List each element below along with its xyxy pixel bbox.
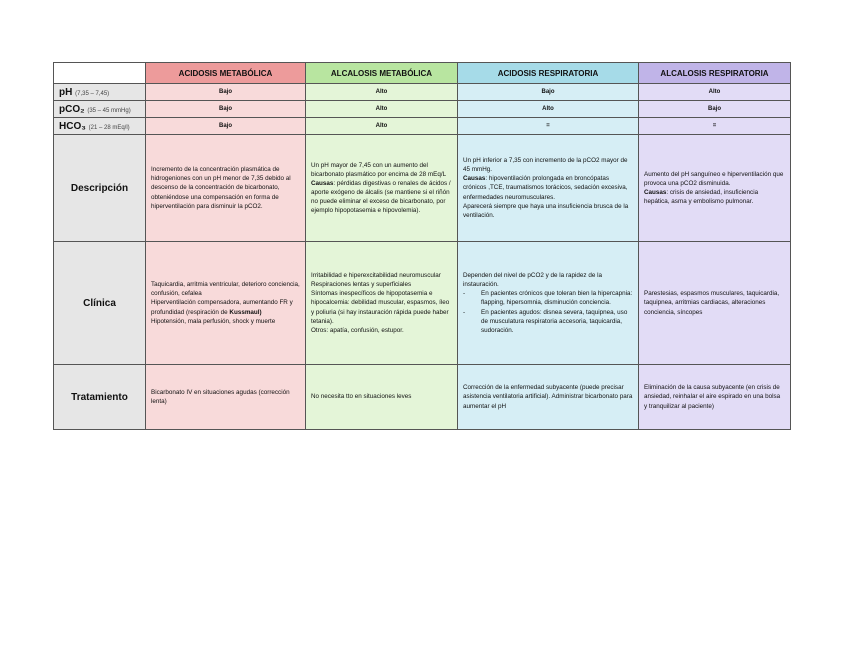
row-descripcion — [54, 135, 791, 242]
header-acidosis-respiratoria: ACIDOSIS RESPIRATORIA — [458, 63, 639, 84]
row-tratamiento — [54, 365, 791, 430]
header-acidosis-metabolica: ACIDOSIS METABÓLICA — [146, 63, 306, 84]
pco2-range: (35 – 45 mmHg) — [87, 107, 131, 114]
bullet-dash: - — [463, 290, 466, 298]
pco2-label: pCO₂ — [59, 103, 85, 115]
descripcion-am-text: Incremento de la concentración plasmática de hidrogeniones con un pH menor de 7,35 debido al descenso de la concentración de bicarbonato, obteniéndose una compensación en forma de hiperventilación para disminuir la pCO2. — [151, 166, 291, 210]
tratamiento-acidosis-metabolica — [146, 365, 306, 430]
clinica-ar-item-1: En pacientes crónicos que toleran bien la hipercapnia: flapping, hipersomnia, disminución conciencia. — [481, 290, 633, 307]
ph-acidosis-metabolica: Bajo — [146, 84, 306, 101]
clinica-am-line-2: Hiperventilación compensadora, aumentando FR y profundidad (respiración de — [151, 299, 293, 316]
header-alcalosis-metabolica: ALCALOSIS METABÓLICA — [306, 63, 458, 84]
acid-base-table — [53, 62, 791, 430]
row-clinica — [54, 242, 791, 365]
clinica-alcalosis-respiratoria — [639, 242, 791, 365]
row-label-hco3 — [54, 118, 146, 135]
ph-acidosis-respiratoria: Bajo — [458, 84, 639, 101]
descripcion-ar-causas-text: : hipoventilación prolongada en broncópatas crónicos ,TCE, traumatismos torácicos, sedación excesiva, enfermedades neuromusculares. — [463, 175, 628, 201]
hco3-acidosis-metabolica: Bajo — [146, 118, 306, 135]
hco3-alcalosis-respiratoria: = — [639, 118, 791, 135]
clinica-am-kussmaul: Kussmaul) — [229, 308, 262, 316]
ph-label: pH — [59, 86, 73, 98]
tratamiento-acidosis-respiratoria — [458, 365, 639, 430]
clinica-alm-line-4: Otros: apatía, confusión, estupor. — [311, 326, 404, 334]
pco2-acidosis-metabolica: Bajo — [146, 101, 306, 118]
ph-range: (7,35 – 7,45) — [75, 90, 110, 97]
clinica-alr-text: Parestesias, espasmos musculares, taquicardia, taquipnea, arritmias cardiacas, alteraciones conciencia, síncopes — [644, 290, 780, 316]
clinica-alm-line-2: Respiraciones lentas y superficiales — [311, 281, 412, 289]
header-alcalosis-respiratoria: ALCALOSIS RESPIRATORIA — [639, 63, 791, 84]
row-label-descripcion: Descripción — [54, 135, 146, 242]
descripcion-alr-text: Aumento del pH sanguíneo e hiperventilación que provoca una pCO2 disminuida. — [644, 170, 784, 187]
descripcion-alcalosis-metabolica — [306, 135, 458, 242]
row-hco3 — [54, 118, 791, 135]
row-label-pco2 — [54, 101, 146, 118]
pco2-alcalosis-metabolica: Alto — [306, 101, 458, 118]
descripcion-ar-causas-label: Causas — [463, 175, 486, 183]
ph-alcalosis-metabolica: Alto — [306, 84, 458, 101]
clinica-ar-intro: Dependen del nivel de pCO2 y de la rapidez de la instauración. — [463, 272, 602, 289]
descripcion-ar-note: Aparecerá siempre que haya una insuficiencia brusca de la ventilación. — [463, 202, 629, 219]
descripcion-alcalosis-respiratoria — [639, 135, 791, 242]
descripcion-alm-causas-label: Causas — [311, 179, 334, 187]
corner-cell — [54, 63, 146, 84]
hco3-alcalosis-metabolica: Alto — [306, 118, 458, 135]
clinica-alcalosis-metabolica — [306, 242, 458, 365]
row-pco2 — [54, 101, 791, 118]
descripcion-alm-causas-text: : pérdidas digestivas o renales de ácidos / aporte exógeno de álcalis (se mantiene si el riñón no puede eliminar el exceso de bicarbonato, por ejemplo hipopotasemia e hipovolemia). — [311, 179, 451, 215]
clinica-alm-line-3: Síntomas inespecíficos de hipopotasemia e hipocalcemia: debilidad muscular, espasmos, íleo y poliuria (si hay instauración rápida puede haber tetania). — [311, 290, 450, 325]
descripcion-alr-causas-text: : crisis de ansiedad, insuficiencia hepática, asma y embolismo pulmonar. — [644, 189, 759, 206]
list-item — [463, 308, 633, 335]
row-ph — [54, 84, 791, 101]
tratamiento-am-text: Bicarbonato IV en situaciones agudas (corrección lenta) — [151, 388, 290, 405]
clinica-am-line-3: Hipotensión, mala perfusión, shock y muerte — [151, 317, 276, 325]
header-row — [54, 63, 791, 84]
clinica-am-line-1: Taquicardia, arritmia ventricular, deterioro conciencia, confusión, cefalea — [151, 281, 300, 298]
tratamiento-alcalosis-respiratoria — [639, 365, 791, 430]
row-label-clinica: Clínica — [54, 242, 146, 365]
pco2-acidosis-respiratoria: Alto — [458, 101, 639, 118]
list-item — [463, 289, 633, 307]
pco2-alcalosis-respiratoria: Bajo — [639, 101, 791, 118]
descripcion-alm-text: Un pH mayor de 7,45 con un aumento del bicarbonato plasmático por encima de 28 mEq/L — [311, 161, 447, 178]
row-label-tratamiento: Tratamiento — [54, 365, 146, 430]
tratamiento-alcalosis-metabolica — [306, 365, 458, 430]
hco3-range: (21 – 28 mEq/l) — [88, 124, 130, 131]
descripcion-ar-text: Un pH inferior a 7,35 con incremento de la pCO2 mayor de 45 mmHg. — [463, 157, 628, 174]
clinica-acidosis-metabolica — [146, 242, 306, 365]
row-label-ph — [54, 84, 146, 101]
ph-alcalosis-respiratoria: Alto — [639, 84, 791, 101]
bullet-dash: - — [463, 308, 466, 316]
tratamiento-ar-text: Corrección de la enfermedad subyacente (puede precisar asistencia ventilatoria artificial). Administrar bicarbonato para aumentar el pH — [463, 384, 633, 410]
tratamiento-alm-text: No necesita tto en situaciones leves — [311, 393, 412, 401]
clinica-alm-line-1: Irritabilidad e hiperexcitabilidad neuromuscular — [311, 272, 441, 280]
clinica-acidosis-respiratoria — [458, 242, 639, 365]
tratamiento-alr-text: Eliminación de la causa subyacente (en crisis de ansiedad, reinhalar el aire espirado en una bolsa y tranquilizar al paciente) — [644, 384, 781, 410]
descripcion-acidosis-metabolica — [146, 135, 306, 242]
hco3-label: HCO₃ — [59, 120, 86, 132]
hco3-acidosis-respiratoria: = — [458, 118, 639, 135]
descripcion-acidosis-respiratoria — [458, 135, 639, 242]
clinica-ar-item-2: En pacientes agudos: disnea severa, taquipnea, uso de musculatura respiratoria accesoria, taquicardia, sudoración. — [481, 308, 628, 334]
descripcion-alr-causas-label: Causas — [644, 189, 667, 196]
